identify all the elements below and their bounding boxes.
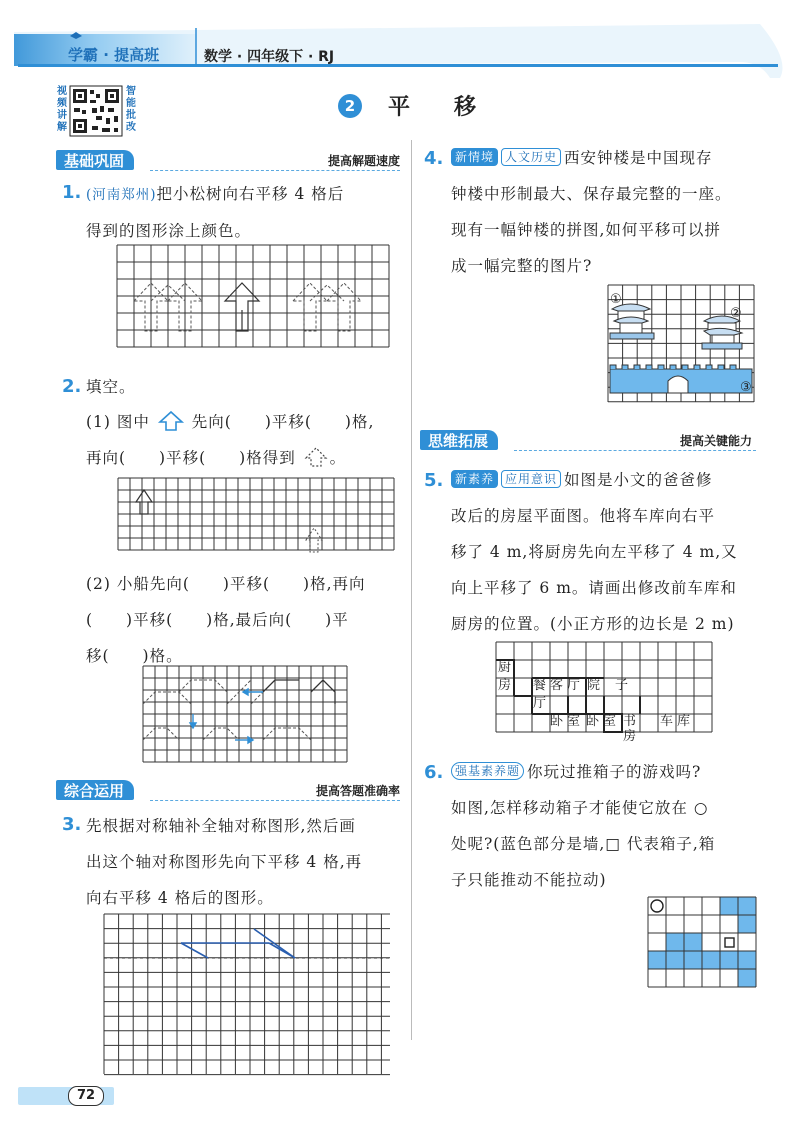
q4-text [451, 140, 781, 284]
q1-source: (河南郑州) [86, 187, 157, 203]
q1-text [86, 176, 406, 249]
lesson-number-badge: 2 [338, 94, 362, 118]
q3-symmetry-grid[interactable] [104, 914, 390, 1074]
q6-line4: 子只能推动不能拉动) [451, 871, 607, 889]
section-rule [150, 800, 400, 801]
dashed-house-icon [304, 446, 328, 468]
q1-number: 1. [62, 182, 82, 203]
q5-text [451, 462, 783, 642]
q6-tag-foundation: 强基素养题 [451, 762, 524, 780]
tower-piece-3-base [610, 365, 752, 393]
q6-number: 6. [424, 762, 444, 783]
subject-grade: 数学 · 四年级下 · RJ [204, 49, 335, 65]
q6-line3: 处呢?(蓝色部分是墙,□ 代表箱子,箱 [451, 835, 716, 853]
q2-p1-c: 再向( )平移( )格得到 [86, 449, 296, 467]
q2-p1-a: (1) 图中 [86, 413, 150, 431]
q4-tag-humanities: 人文历史 [501, 148, 561, 166]
q2-p1-b: 先向( )平移( )格, [191, 413, 375, 431]
room-kitchen-2: 房 [498, 678, 512, 693]
puzzle-mark-3: ③ [740, 380, 752, 395]
original-tree [225, 283, 259, 331]
room-study-1: 书 [623, 714, 637, 729]
room-labels [498, 660, 694, 744]
room-garage: 车库 [660, 714, 695, 729]
qr-caption-left: 视频讲解 [57, 86, 67, 133]
q4-bell-tower-puzzle[interactable] [608, 285, 756, 407]
q3-line2: 出这个轴对称图形先向下平移 4 格,再 [86, 853, 363, 871]
q6-text [451, 754, 783, 898]
q3-number: 3. [62, 814, 82, 835]
header-band [0, 0, 800, 78]
puzzle-mark-2: ② [730, 306, 742, 321]
q2-p1-end: 。 [329, 449, 347, 467]
room-yard-2: 子 [615, 678, 629, 693]
brand-title: 学霸 · 提高班 [68, 46, 160, 64]
section-thinking-tagline: 提高关键能力 [679, 434, 752, 448]
room-yard-1: 院 [587, 678, 601, 693]
puzzle-mark-1: ① [610, 292, 622, 307]
target-circle-icon [651, 900, 663, 912]
q1-line2: 得到的图形涂上颜色。 [86, 222, 252, 240]
room-living: 客厅 [550, 678, 585, 693]
q3-text [86, 808, 410, 916]
q1-tree-grid[interactable] [117, 245, 397, 363]
q5-number: 5. [424, 470, 444, 491]
q5-tag-application: 应用意识 [501, 470, 561, 488]
q5-line1: 如图是小文的爸爸修 [564, 471, 713, 489]
tower-piece-1 [610, 304, 654, 339]
page-number-band [18, 1087, 114, 1105]
q6-sokoban-grid[interactable] [648, 897, 760, 997]
q5-line5: 厨房的位置。(小正方形的边长是 2 m) [451, 615, 735, 633]
house-arrow-icon [158, 410, 184, 432]
q5-line2: 改后的房屋平面图。他将车库向右平 [451, 507, 716, 525]
room-dining-1: 餐 [533, 678, 547, 693]
q4-tag-new-context: 新情境 [451, 148, 498, 166]
q1-line1: 把小松树向右平移 4 格后 [156, 185, 345, 203]
house-end [306, 528, 322, 552]
q2-part1 [86, 404, 406, 476]
section-thinking-label: 思维拓展 [420, 430, 498, 450]
page-number: 72 [68, 1086, 104, 1106]
q3-line3: 向右平移 4 格后的图形。 [86, 889, 274, 907]
q5-tag-new-literacy: 新素养 [451, 470, 498, 488]
q5-line3: 移了 4 m,将厨房先向左平移了 4 m,又 [451, 543, 738, 561]
room-kitchen-1: 厨 [498, 660, 512, 675]
column-divider [411, 140, 412, 1040]
q2-part2 [86, 566, 410, 674]
q6-line2: 如图,怎样移动箱子才能使它放在 ○ [451, 799, 709, 817]
q2-p2-l1: (2) 小船先向( )平移( )格,再向 [86, 575, 366, 593]
box-square-icon [725, 938, 734, 947]
q2-house-grid[interactable] [118, 478, 400, 560]
q2-p2-l2: ( )平移( )格,最后向( )平 [86, 611, 349, 629]
section-comprehensive-label: 综合运用 [56, 780, 134, 800]
room-dining-2: 厅 [533, 696, 547, 711]
room-study-2: 房 [623, 729, 637, 744]
q2-boat-grid[interactable] [143, 666, 353, 766]
room-bedroom-1: 卧室 [550, 714, 585, 729]
section-basic-tagline: 提高解题速度 [327, 154, 400, 168]
section-rule [514, 450, 756, 451]
lesson-title: 平 移 [388, 95, 477, 120]
q4-line1: 西安钟楼是中国现存 [564, 149, 713, 167]
room-bedroom-2: 卧室 [586, 714, 621, 729]
q2-number: 2. [62, 376, 82, 397]
qr-caption-right: 智能批改 [126, 86, 136, 133]
q4-number: 4. [424, 148, 444, 169]
q2-title: 填空。 [86, 378, 136, 396]
q6-line1: 你玩过推箱子的游戏吗? [527, 763, 702, 781]
q4-line2: 钟楼中形制最大、保存最完整的一座。 [451, 185, 732, 203]
q4-line4: 成一幅完整的图片? [451, 257, 593, 275]
q5-line4: 向上平移了 6 m。请画出修改前车库和 [451, 579, 737, 597]
section-basic-label: 基础巩固 [56, 150, 134, 170]
q3-line1: 先根据对称轴补全轴对称图形,然后画 [86, 817, 356, 835]
qr-code-icon[interactable] [70, 86, 134, 138]
q5-floor-plan-grid[interactable] [496, 642, 716, 742]
q2-p2-l3: 移( )格。 [86, 647, 183, 665]
section-comprehensive-tagline: 提高答题准确率 [315, 784, 400, 798]
q4-line3: 现有一幅钟楼的拼图,如何平移可以拼 [451, 221, 721, 239]
section-rule [150, 170, 400, 171]
